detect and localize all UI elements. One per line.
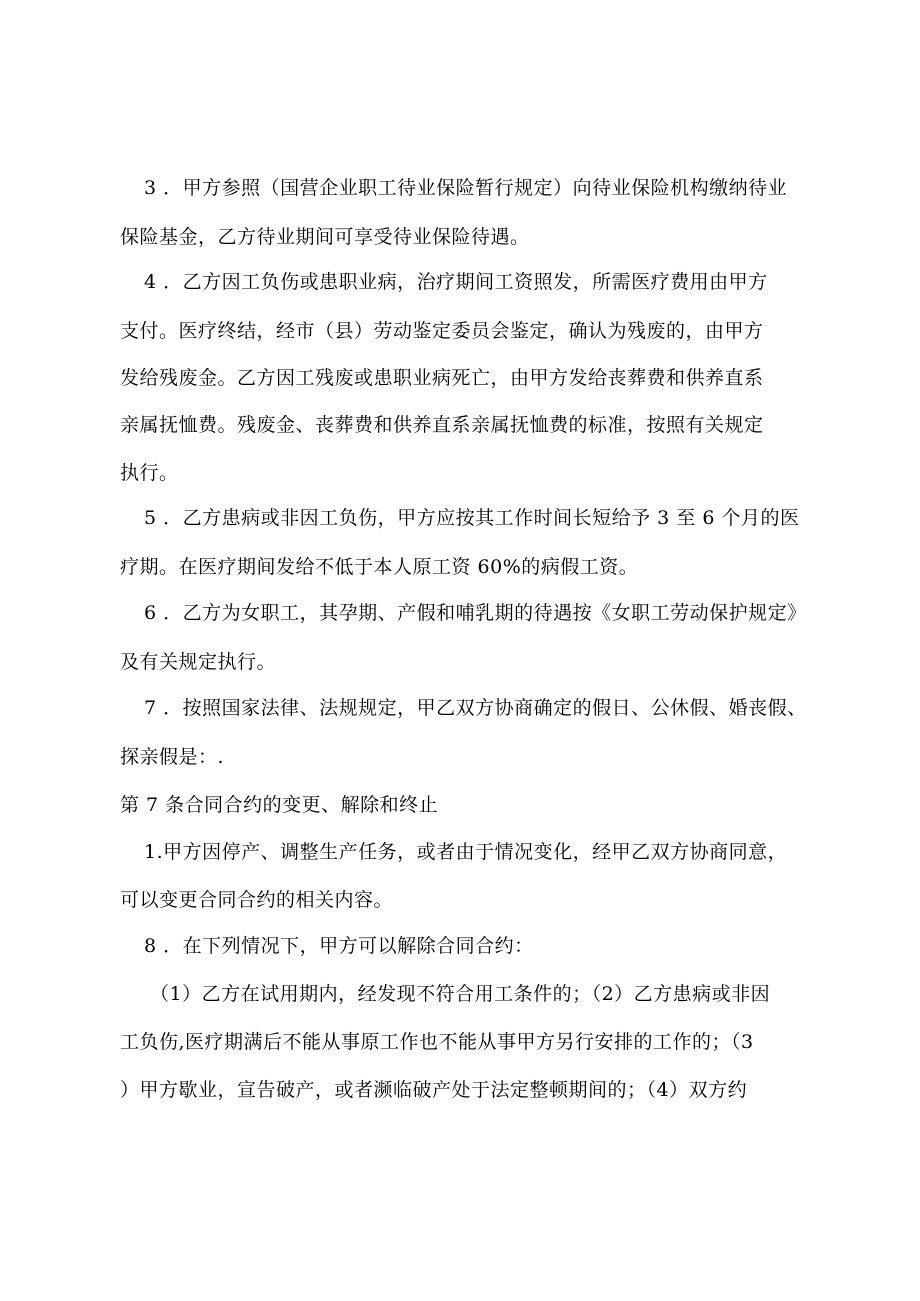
clause-8-line-3: 工负伤,医疗期满后不能从事原工作也不能从事甲方另行安排的工作的；（3 — [120, 1031, 754, 1053]
clause-6-line-2: 及有关规定执行。 — [120, 651, 277, 673]
item-1-line-1: 1.甲方因停产、调整生产任务，或者由于情况变化，经甲乙双方协商同意， — [144, 841, 788, 863]
clause-4-line-5: 执行。 — [120, 462, 179, 484]
clause-8-line-1: 8 ．在下列情况下，甲方可以解除合同合约： — [144, 935, 534, 957]
clause-3-line-1: 3 ．甲方参照（国营企业职工待业保险暂行规定）向待业保险机构缴纳待业 — [144, 177, 788, 199]
clause-4-line-1: 4 ．乙方因工负伤或患职业病，治疗期间工资照发，所需医疗费用由甲方 — [144, 271, 768, 293]
clause-3-line-2: 保险基金，乙方待业期间可享受待业保险待遇。 — [120, 226, 530, 248]
section-heading: 第 7 条合同合约的变更、解除和终止 — [120, 794, 439, 816]
clause-4-line-3: 发给残废金。乙方因工残废或患职业病死亡，由甲方发给丧葬费和供养直系 — [120, 367, 764, 389]
clause-4-line-2: 支付。医疗终结，经市（县）劳动鉴定委员会鉴定，确认为残废的，由甲方 — [120, 320, 764, 342]
clause-4-line-4: 亲属抚恤费。残废金、丧葬费和供养直系亲属抚恤费的标准，按照有关规定 — [120, 414, 764, 436]
clause-7-line-2: 探亲假是：. — [120, 746, 225, 768]
clause-8-line-4: ）甲方歇业，宣告破产，或者濒临破产处于法定整顿期间的；（4）双方约 — [120, 1079, 748, 1101]
clause-8-line-2: （1）乙方在试用期内，经发现不符合用工条件的；（2）乙方患病或非因 — [150, 983, 771, 1005]
item-1-line-2: 可以变更合同合约的相关内容。 — [120, 889, 394, 911]
clause-5-line-2: 疗期。在医疗期间发给不低于本人原工资 60%的病假工资。 — [120, 556, 639, 578]
clause-5-line-1: 5 ．乙方患病或非因工负伤，甲方应按其工作时间长短给予 3 至 6 个月的医 — [144, 507, 800, 529]
clause-7-line-1: 7 ．按照国家法律、法规规定，甲乙双方协商确定的假日、公休假、婚丧假、 — [144, 697, 807, 719]
clause-6-line-1: 6 ．乙方为女职工，其孕期、产假和哺乳期的待遇按《女职工劳动保护规定》 — [144, 602, 807, 624]
